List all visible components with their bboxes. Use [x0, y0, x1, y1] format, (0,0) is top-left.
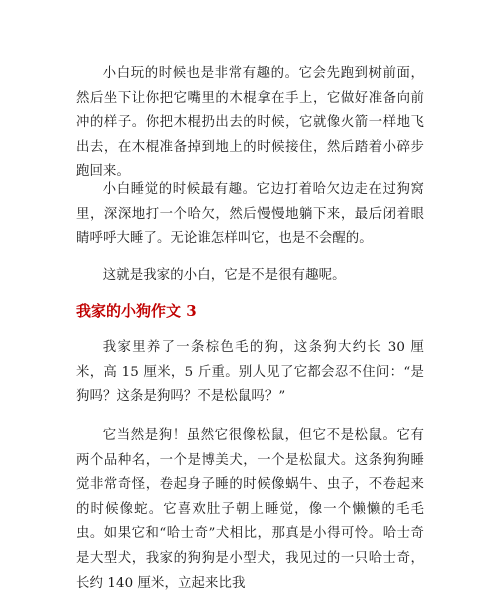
paragraph-squirrel-dog: 它当然是狗！虽然它很像松鼠，但它不是松鼠。它有两个品种名，一个是博美犬，一个是松鼠犬。这条狗狗睡觉非常奇怪，卷起身子睡的时候像蜗牛、虫子，不卷起来的时候像蛇。它喜欢肚子朝上睡觉，像一个懒懒的毛毛虫。如果它和“哈士奇”犬相比，那真是小得可怜。哈士奇是大型犬，我家的狗狗是小型犬，我见过的一只哈士奇，长约 140 厘米，立起来比我	[76, 428, 424, 591]
paragraph-intro-dog: 我家里养了一条棕色毛的狗，这条狗大约长 30 厘米，高 15 厘米，5 斤重。别人见了它都会忍不住问：“是狗吗？这条是狗吗？不是松鼠吗？”	[76, 340, 424, 405]
paragraph-play: 小白玩的时候也是非常有趣的。它会先跑到树前面，然后坐下让你把它嘴里的木棍拿在手上，它做好准备向前冲的样子。你把木棍扔出去的时候，它就像火箭一样地飞出去，在木棍准备掉到地上的时候接住，然后踏着小碎步跑回来。	[76, 66, 424, 180]
paragraph-sleep: 小白睡觉的时候最有趣。它边打着哈欠边走在过狗窝里，深深地打一个哈欠，然后慢慢地躺下来，最后闭着眼睛呼呼大睡了。无论谁怎样叫它，也是不会醒的。	[76, 182, 424, 247]
section-heading: 我家的小狗作文 3	[76, 302, 197, 320]
paragraph-conclusion: 这就是我家的小白，它是不是很有趣呢。	[102, 268, 346, 283]
